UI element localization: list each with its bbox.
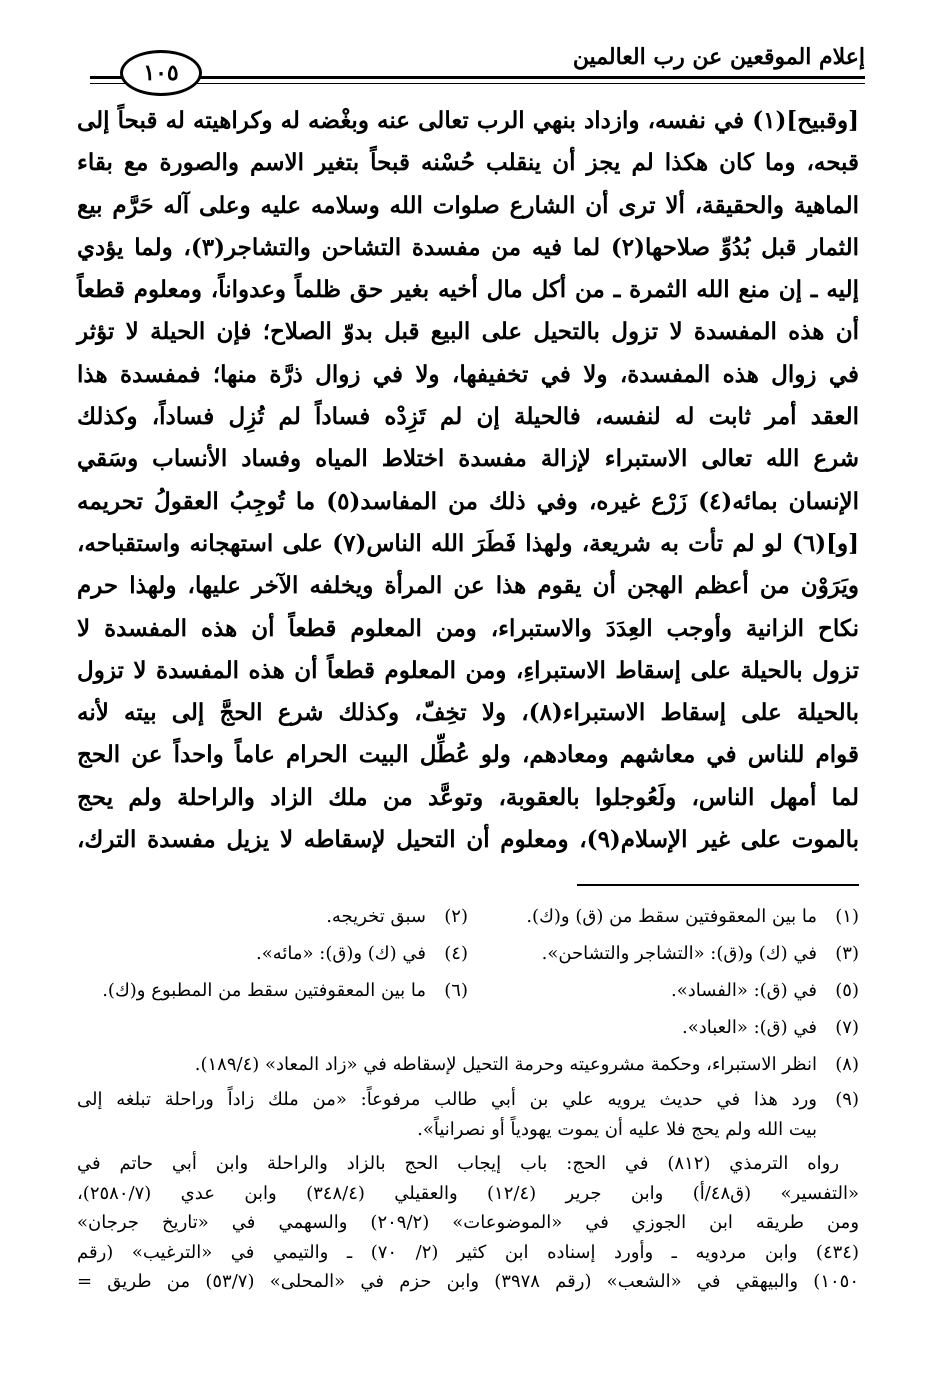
footnote-text: في (ك) و(ق): «التشاجر والتشاحن». bbox=[541, 943, 817, 964]
text-line: الثمار قبل بُدُوِّ صلاحها(٢) لما فيه من مفسدة التشاحن والتشاجر(٣)، ولما يؤدي bbox=[77, 233, 859, 261]
footnote-2 bbox=[77, 906, 468, 927]
footnote-number: (٧) bbox=[835, 1017, 859, 1038]
footnote-4 bbox=[77, 943, 468, 964]
footnote-row bbox=[77, 935, 859, 972]
footnote-text: ما بين المعقوفتين سقط من (ق) و(ك). bbox=[526, 906, 817, 927]
text-line: أن هذه المفسدة لا تزول بالتحيل على البيع قبل بدوّ الصلاح؛ فإن الحيلة لا تؤثر bbox=[77, 318, 859, 346]
footnote-row bbox=[77, 898, 859, 935]
text-line: قبحه، وما كان هكذا لم يجز أن ينقلب حُسْنه قبحاً بتغير الاسم والصورة مع بقاء bbox=[77, 149, 859, 177]
footnote-5 bbox=[468, 980, 859, 1001]
footnote-number: (٤) bbox=[444, 943, 468, 964]
text-line: العقد أمر ثابت له لنفسه، فالحيلة إن لم تَزِدْه فساداً لم تُزِل فساداً، وكذلك bbox=[77, 403, 859, 431]
page-number-oval bbox=[120, 50, 202, 96]
footnote-9-continuation bbox=[77, 1149, 859, 1297]
text-line: الماهية والحقيقة، ألا ترى أن الشارع صلوات الله وسلامه عليه وعلى آله حَرَّم بيع bbox=[77, 191, 859, 219]
footnote-line: ورد هذا في حديث يرويه علي بن أبي طالب مرفوعاً: «من ملك زاداً وراحلة تبلغه إلى bbox=[77, 1089, 817, 1110]
text-line: [و](٦) لو لم تأت به شريعة، ولهذا فَطَرَ الله الناس(٧) على استهجانه واستقباحه، bbox=[77, 529, 859, 557]
text-line: إليه ـ إن منع الله الثمرة ـ من أكل مال أخيه بغير حق ظلماً وعدواناً، ومعلوم قطعاً bbox=[77, 276, 859, 304]
book-title: إعلام الموقعين عن رب العالمين bbox=[572, 44, 865, 70]
footnote-text: في (ك) و(ق): «مائه». bbox=[256, 943, 426, 964]
text-line: بالموت على غير الإسلام(٩)، ومعلوم أن التحيل لإسقاطه لا يزيل مفسدة الترك، bbox=[77, 826, 860, 854]
page-number: ١٠٥ bbox=[143, 60, 179, 86]
footnote-text: ما بين المعقوفتين سقط من المطبوع و(ك). bbox=[102, 980, 426, 1001]
text-line: شرع الله تعالى الاستبراء لإزالة مفسدة اختلاط المياه وفساد الأنساب وسَقي bbox=[77, 445, 859, 473]
footnote-line: (٤٣٤) وابن مردويه ـ وأورد إسناده ابن كثير (٢/ ٧٠) ـ والتيمي في «الترغيب» (رقم bbox=[77, 1241, 859, 1263]
footnote-line: رواه الترمذي (٨١٢) في الحج: باب إيجاب الحج بالزاد والراحلة وابن أبي حاتم في bbox=[77, 1153, 840, 1174]
text-line: قوام للناس في معاشهم ومعادهم، ولو عُطِّل البيت الحرام عاماً واحداً عن الحج bbox=[77, 741, 859, 769]
footnote-1 bbox=[468, 906, 859, 927]
footnote-number: (٨) bbox=[835, 1054, 859, 1075]
footnote-row bbox=[77, 972, 859, 1009]
text-line: لما أمهل الناس، ولَعُوجلوا بالعقوبة، وتوعَّد من ملك الزاد والراحلة ولم يحج bbox=[77, 783, 859, 811]
footnote-number: (٢) bbox=[444, 906, 468, 927]
footnote-number: (٣) bbox=[835, 943, 859, 964]
text-line: الإنسان بمائه(٤) زَرْع غيره، وفي ذلك من المفاسد(٥) ما تُوجِبُ العقولُ تحريمه bbox=[77, 487, 860, 515]
footnote-3 bbox=[468, 943, 859, 964]
footnote-text: سبق تخريجه. bbox=[326, 906, 426, 927]
footnotes bbox=[77, 898, 859, 1297]
footnote-separator bbox=[577, 884, 859, 886]
text-line: في زوال هذه المفسدة، ولا في تخفيفها، ولا في زوال ذرَّة منها؛ فمفسدة هذا bbox=[77, 360, 859, 388]
footnote-number: (٦) bbox=[444, 980, 468, 1001]
footnote-line: «التفسير» (ق٤٨/أ) وابن جرير (١٢/٤) والعقيلي (٣٤٨/٤) وابن عدي (٢٥٨٠/٧)، bbox=[77, 1182, 859, 1204]
footnote-text: في (ق): «العباد». bbox=[682, 1017, 817, 1038]
text-line: بالحيلة على إسقاط الاستبراء(٨)، ولا تخِفّ، وكذلك شرع الحجَّ إلى بيته لأنه bbox=[77, 699, 859, 727]
footnote-line: ١٠٥٠) والبيهقي في «الشعب» (رقم ٣٩٧٨) وابن حزم في «المحلى» (٥٣/٧) من طريق = bbox=[77, 1271, 859, 1292]
footnote-9 bbox=[77, 1085, 859, 1145]
footnote-number: (١) bbox=[835, 906, 859, 927]
footnote-text bbox=[77, 1085, 817, 1145]
text-line: ويَرَوْن من أعظم الهجن أن يقوم هذا عن المرأة ويخلفه الآخر عليها، ولهذا حرم bbox=[77, 572, 859, 600]
footnote-7 bbox=[77, 1009, 859, 1046]
footnote-6 bbox=[77, 980, 468, 1001]
header-rule-thin bbox=[90, 83, 865, 84]
footnote-text: انظر الاستبراء، وحكمة مشروعيته وحرمة التحيل لإسقاطه في «زاد المعاد» (١٨٩/٤). bbox=[194, 1054, 817, 1075]
footnote-number: (٩) bbox=[835, 1089, 859, 1110]
footnote-number: (٥) bbox=[835, 980, 859, 1001]
footnote-8 bbox=[77, 1046, 859, 1083]
text-line: [وقبيح](١) في نفسه، وازداد بنهي الرب تعالى عنه وبغْضه له وكراهيته له قبحاً إلى bbox=[77, 107, 859, 134]
text-line: تزول بالحيلة على إسقاط الاستبراءِ، ومن المعلوم قطعاً أن هذه المفسدة لا تزول bbox=[77, 656, 859, 684]
footnote-line: بيت الله ولم يحج فلا عليه أن يموت يهودياً أو نصرانياً». bbox=[417, 1119, 817, 1140]
header-rule-thick bbox=[90, 76, 865, 79]
text-line: نكاح الزانية وأوجب العِدَدَ والاستبراء، ومن المعلوم قطعاً أن هذه المفسدة لا bbox=[77, 614, 859, 642]
footnote-text: في (ق): «الفساد». bbox=[670, 980, 817, 1001]
page-header bbox=[90, 38, 865, 98]
main-text bbox=[77, 100, 859, 861]
footnote-line: ومن طريقه ابن الجوزي في «الموضوعات» (٢٠٩/٢) والسهمي في «تاريخ جرجان» bbox=[77, 1212, 860, 1233]
